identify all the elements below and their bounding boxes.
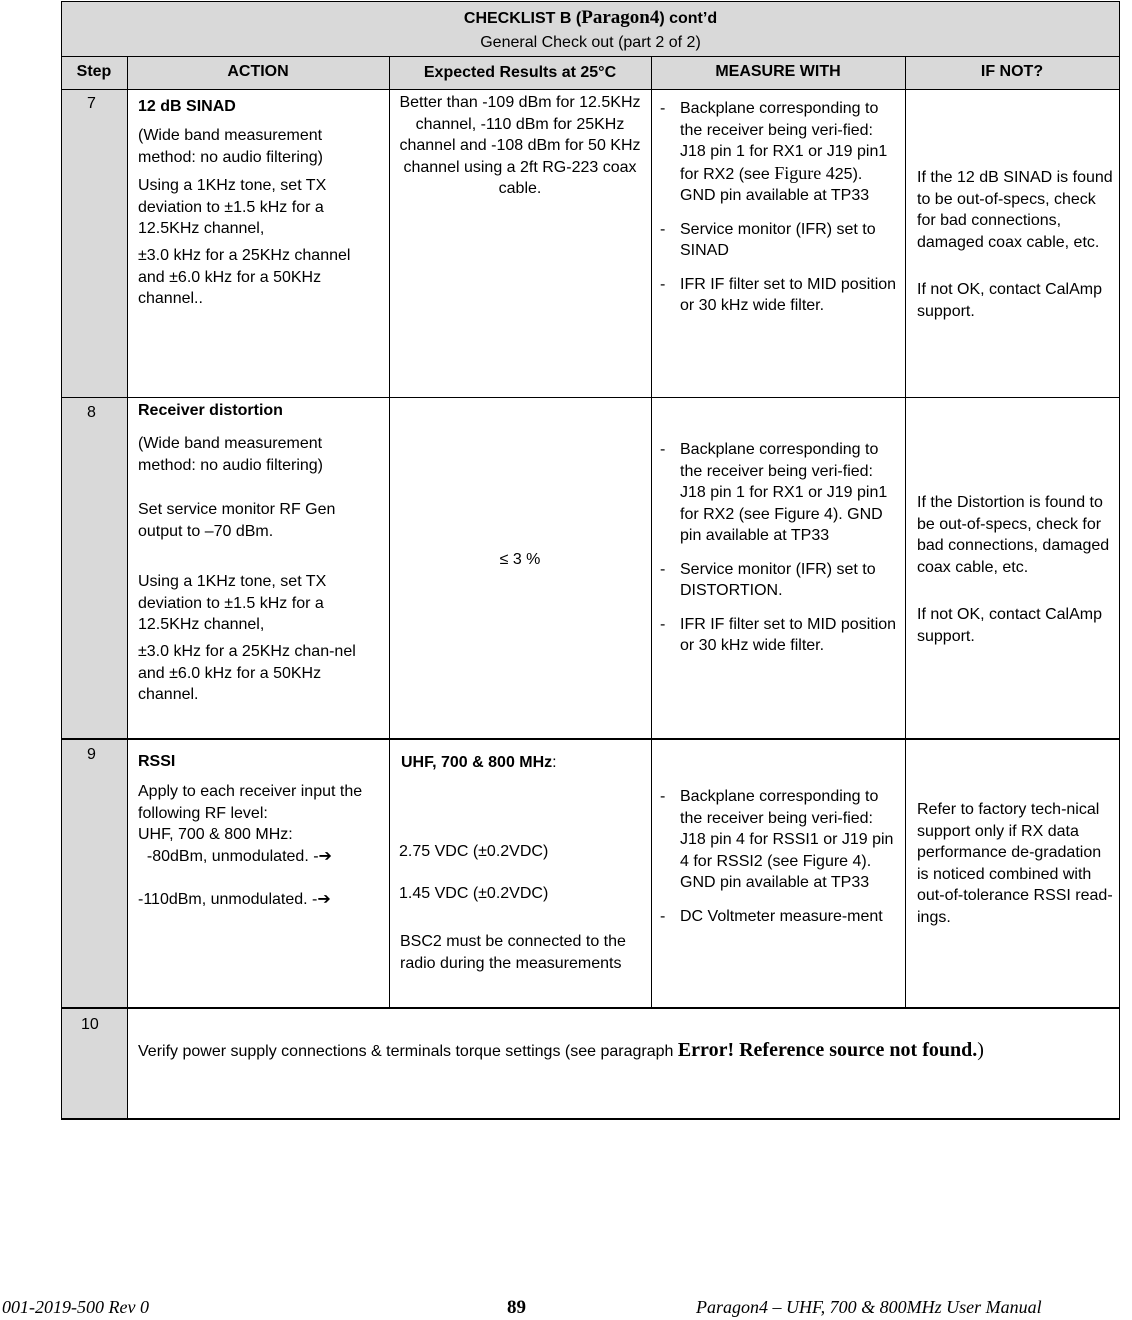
title-separator xyxy=(61,56,1120,57)
expected-result: Better than -109 dBm for 12.5KHz channel, -110 dBm for 25KHz channel and -108 dBm for 50 KHz channel using a 2ft RG-223 coax cable. xyxy=(399,94,641,197)
measure-item: - Backplane corresponding to the receiver being veri-fied: J18 pin 1 for RX1 or J19 pin1 for RX2 (see Figure 425). GND pin available at TP33 xyxy=(660,100,888,204)
action-line: Using a 1KHz tone, set TX deviation to ±1.5 kHz for a 12.5KHz channel, xyxy=(138,177,327,237)
table-right-border xyxy=(1119,1,1120,1120)
checklist-subtitle: General Check out (part 2 of 2) xyxy=(480,34,701,51)
action-line: UHF, 700 & 800 MHz: xyxy=(138,826,293,843)
table-left-border xyxy=(61,1,62,1120)
ifnot-text: If not OK, contact CalAmp support. xyxy=(917,606,1102,645)
table-top-border xyxy=(61,1,1120,2)
ifnot-text: If not OK, contact CalAmp support. xyxy=(917,281,1102,320)
column-header-action: ACTION xyxy=(227,63,289,80)
measure-item: - DC Voltmeter measure-ment xyxy=(660,907,883,925)
step-number: 7 xyxy=(87,95,96,112)
action-line: ±3.0 kHz for a 25KHz chan-nel and ±6.0 kHz for a 50KHz channel. xyxy=(138,643,356,703)
expected-result: 1.45 VDC (±0.2VDC) xyxy=(399,885,549,902)
action-line: Using a 1KHz tone, set TX deviation to ±1.5 kHz for a 12.5KHz channel, xyxy=(138,573,327,633)
action-title: 12 dB SINAD xyxy=(138,98,236,115)
step-number: 10 xyxy=(81,1016,99,1033)
expected-note: BSC2 must be connected to the radio during the measurements xyxy=(400,933,626,972)
column-header-step: Step xyxy=(76,63,112,80)
measure-list xyxy=(653,786,899,939)
ifnot-text: Refer to factory tech-nical support only if RX data performance de-gradation is noticed combined with out-of-tolerance RSSI read-ings. xyxy=(917,801,1113,926)
row-7-separator xyxy=(61,397,1120,398)
ifnot-text: If the 12 dB SINAD is found to be out-of-specs, check for bad connections, damaged coax cable, etc. xyxy=(917,169,1113,251)
column-header-expected: Expected Results at 25°C xyxy=(423,64,617,81)
row-9-separator xyxy=(61,1007,1120,1009)
measure-list xyxy=(653,439,899,669)
figure-reference: Figure 4 xyxy=(774,162,835,183)
measure-item: - Backplane corresponding to the receiver being veri-fied: J18 pin 1 for RX1 or J19 pin1 for RX2 (see Figure 4). GND pin available at TP33 xyxy=(660,441,888,544)
expected-title: UHF, 700 & 800 MHz: xyxy=(401,754,557,771)
action-line: -80dBm, unmodulated. -➔ xyxy=(138,848,332,865)
action-line: ±3.0 kHz for a 25KHz channel and ±6.0 kHz for a 50KHz channel.. xyxy=(138,247,351,307)
action-title: Receiver distortion xyxy=(138,402,283,419)
checklist-title-brand: Paragon4 xyxy=(581,7,660,28)
action-line: Set service monitor RF Gen output to –70 dBm. xyxy=(138,501,336,540)
measure-item: - Service monitor (IFR) set to DISTORTION. xyxy=(660,560,876,599)
step-column-fill xyxy=(61,89,127,1119)
action-title: RSSI xyxy=(138,753,176,770)
column-header-separator xyxy=(61,89,1120,90)
step-column-divider xyxy=(127,56,128,1120)
footer-document-number: 001-2019-500 Rev 0 xyxy=(2,1297,149,1317)
expected-result: 2.75 VDC (±0.2VDC) xyxy=(399,843,549,860)
expected-column-divider xyxy=(651,56,652,1008)
action-line: -110dBm, unmodulated. -➔ xyxy=(138,891,331,908)
expected-result: ≤ 3 % xyxy=(499,551,541,568)
action-line: Apply to each receiver input the following RF level: xyxy=(138,783,363,822)
table-bottom-border xyxy=(61,1118,1120,1120)
step-10-text: Verify power supply connections & terminals torque settings (see paragraph Error! Reference source not found.) xyxy=(138,1039,984,1061)
row-8-separator xyxy=(61,738,1120,740)
reference-error: Error! Reference source not found. xyxy=(677,1039,978,1061)
column-header-ifnot: IF NOT? xyxy=(980,63,1044,80)
footer-manual-title: Paragon4 – UHF, 700 & 800MHz User Manual xyxy=(696,1297,1042,1317)
measure-list xyxy=(653,98,899,329)
action-line: (Wide band measurement method: no audio filtering) xyxy=(138,435,323,474)
action-line: (Wide band measurement method: no audio filtering) xyxy=(138,127,323,166)
column-header-measure: MEASURE WITH xyxy=(715,63,841,80)
measure-item: - Backplane corresponding to the receiver being veri-fied: J18 pin 4 for RSSI1 or J19 pin 4 for RSSI2 (see Figure 4). GND pin available at TP33 xyxy=(660,788,894,891)
step-number: 8 xyxy=(87,404,96,421)
ifnot-text: If the Distortion is found to be out-of-specs, check for bad connections, damaged coax cable, etc. xyxy=(917,494,1110,576)
footer-page-number: 89 xyxy=(507,1297,526,1318)
arrow-icon: ➔ xyxy=(318,848,332,865)
step-number: 9 xyxy=(87,746,96,763)
arrow-icon: ➔ xyxy=(317,891,331,908)
measure-item: - IFR IF filter set to MID position or 30 kHz wide filter. xyxy=(660,615,897,654)
measure-item: - IFR IF filter set to MID position or 30 kHz wide filter. xyxy=(660,275,897,314)
measure-item: - Service monitor (IFR) set to SINAD xyxy=(660,220,876,259)
measure-column-divider xyxy=(905,56,906,1008)
checklist-title: CHECKLIST B (Paragon4) cont’d xyxy=(463,7,718,28)
